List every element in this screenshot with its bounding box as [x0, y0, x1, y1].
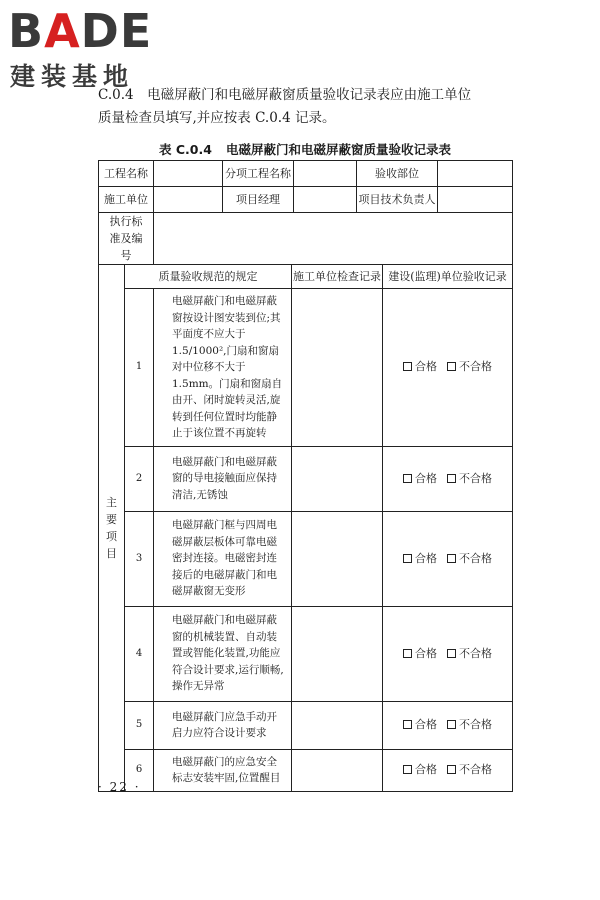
contractor-record-cell[interactable]	[292, 446, 383, 511]
acceptance-part-value[interactable]	[438, 161, 512, 186]
pass-option[interactable]: 合格	[403, 647, 437, 660]
supervisor-record-cell	[383, 289, 513, 447]
table-title: 电磁屏蔽门和电磁屏蔽窗质量验收记录表	[225, 142, 451, 157]
checkbox-icon[interactable]	[447, 720, 456, 729]
standard-row	[99, 213, 513, 265]
checkbox-icon[interactable]	[403, 720, 412, 729]
technical-lead-label: 项目技术负责人	[357, 187, 438, 212]
sub-project-label: 分项工程名称	[223, 161, 294, 186]
intro-line-2: 质量检查员填写,并应按表 C.0.4 记录。	[98, 110, 336, 126]
item-number: 3	[125, 511, 154, 606]
contractor-column-header: 施工单位检查记录	[292, 265, 383, 289]
supervisor-column-header: 建设(监理)单位验收记录	[383, 265, 513, 289]
intro-line-1: C.0.4 电磁屏蔽门和电磁屏蔽窗质量验收记录表应由施工单位	[98, 87, 472, 103]
logo-subtitle: 建装基地	[10, 62, 135, 91]
table-number: 表 C.0.4	[159, 142, 212, 157]
item-requirement: 电磁屏蔽门框与四周电磁屏蔽层板体可靠电磁密封连接。电磁密封连接后的电磁屏蔽门和电磁屏蔽窗无变形	[154, 511, 292, 606]
item-number: 4	[125, 606, 154, 701]
item-row	[99, 511, 513, 606]
item-requirement: 电磁屏蔽门应急手动开启力应符合设计要求	[154, 701, 292, 749]
checkbox-icon[interactable]	[447, 362, 456, 371]
checkbox-icon[interactable]	[403, 362, 412, 371]
project-name-value[interactable]	[154, 161, 223, 186]
supervisor-record-cell	[383, 701, 513, 749]
item-number: 6	[125, 749, 154, 791]
item-row	[99, 289, 513, 447]
item-requirement: 电磁屏蔽门和电磁屏蔽窗的机械装置、自动装置或智能化装置,功能应符合设计要求,运行顺畅,操作无异常	[154, 606, 292, 701]
item-number: 1	[125, 289, 154, 447]
header-row-2	[99, 187, 513, 213]
spec-column-header: 质量验收规范的规定	[125, 265, 292, 289]
sub-project-value[interactable]	[294, 161, 357, 186]
checkbox-icon[interactable]	[447, 765, 456, 774]
construction-unit-value[interactable]	[154, 187, 223, 212]
item-number: 5	[125, 701, 154, 749]
main-items-label: 主要项目	[99, 265, 125, 792]
checkbox-icon[interactable]	[403, 765, 412, 774]
header-row-1	[99, 161, 513, 187]
checkbox-icon[interactable]	[403, 554, 412, 563]
supervisor-record-cell	[383, 511, 513, 606]
pass-option[interactable]: 合格	[403, 718, 437, 731]
checkbox-icon[interactable]	[447, 474, 456, 483]
item-requirement: 电磁屏蔽门的应急安全标志安装牢固,位置醒目	[154, 749, 292, 791]
checkbox-icon[interactable]	[447, 554, 456, 563]
contractor-record-cell[interactable]	[292, 749, 383, 791]
supervisor-record-cell	[383, 606, 513, 701]
fail-option[interactable]: 不合格	[447, 552, 492, 565]
supervisor-record-cell	[383, 446, 513, 511]
checkbox-icon[interactable]	[447, 649, 456, 658]
fail-option[interactable]: 不合格	[447, 763, 492, 776]
item-requirement: 电磁屏蔽门和电磁屏蔽窗按设计图安装到位;其平面度不应大于 1.5/1000²,门扇和窗扇对中位移不大于1.5mm。门扇和窗扇自由开、闭时旋转灵活,旋转到任何位置时均能静止于该位置不再旋转	[154, 289, 292, 447]
page-number: · 22 ·	[98, 780, 141, 794]
fail-option[interactable]: 不合格	[447, 472, 492, 485]
logo-wordmark: BADE	[8, 4, 153, 58]
column-header-row	[99, 265, 513, 289]
standard-value[interactable]	[154, 213, 513, 265]
fail-option[interactable]: 不合格	[447, 360, 492, 373]
item-row	[99, 606, 513, 701]
pass-option[interactable]: 合格	[403, 472, 437, 485]
pass-option[interactable]: 合格	[403, 763, 437, 776]
item-row	[99, 701, 513, 749]
project-name-label: 工程名称	[99, 161, 154, 187]
acceptance-record-table	[98, 160, 513, 792]
item-row	[99, 749, 513, 791]
supervisor-record-cell	[383, 749, 513, 791]
construction-unit-label: 施工单位	[99, 187, 154, 213]
bade-logo	[8, 6, 178, 96]
checkbox-icon[interactable]	[403, 649, 412, 658]
fail-option[interactable]: 不合格	[447, 647, 492, 660]
technical-lead-value[interactable]	[438, 187, 512, 212]
pass-option[interactable]: 合格	[403, 552, 437, 565]
standard-label: 执行标准及编号	[99, 213, 154, 265]
item-requirement: 电磁屏蔽门和电磁屏蔽窗的导电接触面应保持清洁,无锈蚀	[154, 446, 292, 511]
pass-option[interactable]: 合格	[403, 360, 437, 373]
item-number: 2	[125, 446, 154, 511]
contractor-record-cell[interactable]	[292, 289, 383, 447]
project-manager-label: 项目经理	[223, 187, 294, 212]
checkbox-icon[interactable]	[403, 474, 412, 483]
acceptance-part-label: 验收部位	[357, 161, 438, 186]
contractor-record-cell[interactable]	[292, 511, 383, 606]
contractor-record-cell[interactable]	[292, 701, 383, 749]
fail-option[interactable]: 不合格	[447, 718, 492, 731]
project-manager-value[interactable]	[294, 187, 357, 212]
item-row	[99, 446, 513, 511]
table-caption	[98, 140, 512, 158]
contractor-record-cell[interactable]	[292, 606, 383, 701]
intro-paragraph	[98, 84, 528, 130]
